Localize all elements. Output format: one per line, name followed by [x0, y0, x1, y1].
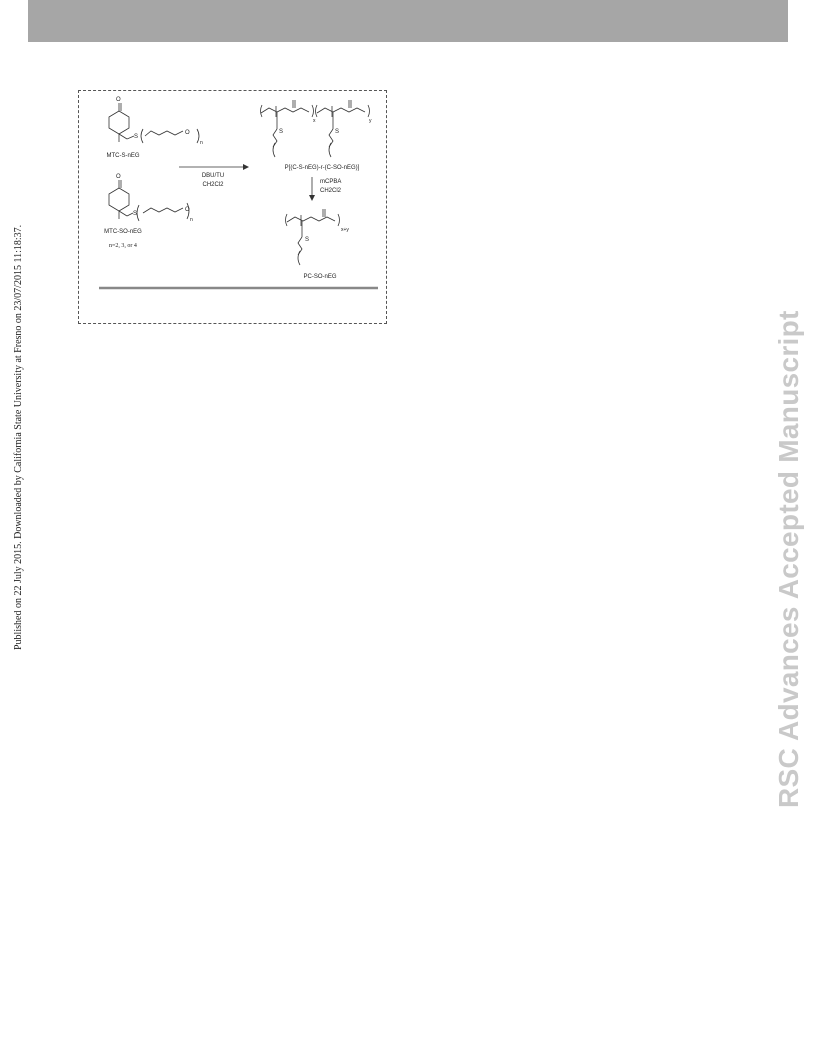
- copolymer-sulfone: S: [335, 129, 340, 135]
- product-sulfone: S: [305, 237, 310, 243]
- scheme-drawing: [79, 91, 388, 325]
- header-bar: [28, 0, 788, 42]
- step2-solvent: CH2Cl2: [320, 188, 342, 194]
- copolymer-structure: [261, 100, 370, 157]
- step2-oxidant: mCPBA: [320, 179, 342, 185]
- step1-solvent: CH2Cl2: [202, 182, 224, 188]
- monomer1-ether-o: O: [185, 130, 190, 136]
- monomer2-ether-o: O: [185, 207, 190, 213]
- monomer2-subscript: n: [190, 217, 193, 223]
- monomer1-subscript: n: [200, 140, 203, 146]
- monomer2-structure: [109, 180, 189, 221]
- product-structure: [286, 209, 340, 265]
- reaction-scheme: [78, 90, 387, 324]
- copolymer-subscript-y: y: [369, 118, 372, 124]
- monomer2-carbonyl-o: O: [116, 174, 121, 180]
- monomer2-sulfur: S: [133, 211, 138, 217]
- monomer1-name: MTC-S-nEG: [106, 153, 140, 159]
- monomer1-sulfur: S: [134, 134, 139, 140]
- manuscript-watermark: RSC Advances Accepted Manuscript: [773, 310, 804, 808]
- copolymer-subscript-x: x: [313, 118, 316, 124]
- monomer2-name: MTC-SO-nEG: [104, 229, 142, 235]
- copolymer-sulfur: S: [279, 129, 284, 135]
- product-name: PC-SO-nEG: [303, 274, 337, 280]
- step1-catalyst: DBU/TU: [201, 173, 225, 179]
- monomer1-structure: [109, 103, 199, 143]
- product-subscript: x+y: [341, 227, 349, 233]
- copolymer-name: P[(C-S-nEG)-r-(C-SO-nEG)]: [284, 165, 360, 171]
- monomer1-carbonyl-o: O: [116, 97, 121, 103]
- n-values-note: n=2, 3, or 4: [109, 243, 137, 249]
- download-note: Published on 22 July 2015. Downloaded by California State University at Fresno on 23/07/2015 11:18:37.: [13, 224, 24, 650]
